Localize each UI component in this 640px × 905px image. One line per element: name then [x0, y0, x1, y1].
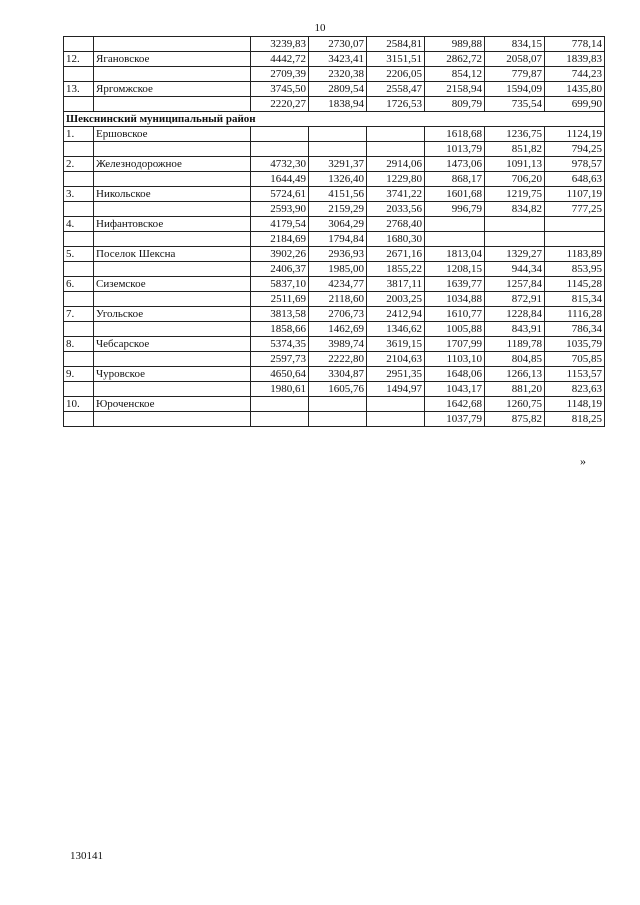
value-cell: 1145,28 [545, 277, 605, 292]
closing-quote-mark: » [580, 454, 586, 468]
value-cell: 843,91 [485, 322, 545, 337]
row-index [64, 352, 94, 367]
value-cell: 1260,75 [485, 397, 545, 412]
value-cell: 2118,60 [309, 292, 367, 307]
value-cell: 706,20 [485, 172, 545, 187]
value-cell: 1236,75 [485, 127, 545, 142]
document-code: 130141 [70, 850, 103, 862]
value-cell: 1858,66 [251, 322, 309, 337]
value-cell: 1648,06 [425, 367, 485, 382]
settlement-name: Никольское [94, 187, 251, 202]
settlement-name: Чебсарское [94, 337, 251, 352]
value-cell: 2104,63 [367, 352, 425, 367]
value-cell: 1005,88 [425, 322, 485, 337]
value-cell: 978,57 [545, 157, 605, 172]
value-cell: 1107,19 [545, 187, 605, 202]
table-row [64, 262, 605, 277]
table-row [64, 142, 605, 157]
value-cell: 2511,69 [251, 292, 309, 307]
value-cell: 2406,37 [251, 262, 309, 277]
value-cell: 1208,15 [425, 262, 485, 277]
table-row [64, 217, 605, 232]
value-cell: 2158,94 [425, 82, 485, 97]
value-cell: 705,85 [545, 352, 605, 367]
value-cell: 1473,06 [425, 157, 485, 172]
row-index: 12. [64, 52, 94, 67]
value-cell [309, 127, 367, 142]
value-cell: 1601,68 [425, 187, 485, 202]
table-row [64, 337, 605, 352]
value-cell: 2412,94 [367, 307, 425, 322]
value-cell: 853,95 [545, 262, 605, 277]
value-cell: 1639,77 [425, 277, 485, 292]
table-row [64, 187, 605, 202]
value-cell: 872,91 [485, 292, 545, 307]
value-cell: 744,23 [545, 67, 605, 82]
row-index: 3. [64, 187, 94, 202]
settlement-name: Угольское [94, 307, 251, 322]
settlement-name [94, 412, 251, 427]
settlement-name [94, 382, 251, 397]
value-cell: 1037,79 [425, 412, 485, 427]
value-cell [251, 397, 309, 412]
table-row [64, 232, 605, 247]
value-cell: 3239,83 [251, 37, 309, 52]
row-index [64, 202, 94, 217]
table-row [64, 367, 605, 382]
value-cell: 1153,57 [545, 367, 605, 382]
settlement-name: Нифантовское [94, 217, 251, 232]
settlement-name [94, 97, 251, 112]
value-cell: 2709,39 [251, 67, 309, 82]
page-number: 10 [314, 22, 326, 34]
row-index [64, 97, 94, 112]
value-cell [485, 217, 545, 232]
value-cell [309, 412, 367, 427]
value-cell: 1013,79 [425, 142, 485, 157]
settlement-name [94, 292, 251, 307]
table-row [64, 82, 605, 97]
value-cell: 1680,30 [367, 232, 425, 247]
value-cell: 3619,15 [367, 337, 425, 352]
table-row [64, 397, 605, 412]
value-cell: 1985,00 [309, 262, 367, 277]
value-cell: 1219,75 [485, 187, 545, 202]
value-cell: 648,63 [545, 172, 605, 187]
value-cell: 2222,80 [309, 352, 367, 367]
value-cell: 1605,76 [309, 382, 367, 397]
value-cell: 1266,13 [485, 367, 545, 382]
value-cell: 944,34 [485, 262, 545, 277]
row-index: 5. [64, 247, 94, 262]
section-header-row [64, 112, 605, 127]
value-cell: 3064,29 [309, 217, 367, 232]
value-cell: 1494,97 [367, 382, 425, 397]
settlement-name [94, 352, 251, 367]
value-cell: 823,63 [545, 382, 605, 397]
value-cell: 1148,19 [545, 397, 605, 412]
section-title: Шекснинский муниципальный район [64, 112, 605, 127]
value-cell: 1034,88 [425, 292, 485, 307]
value-cell: 2159,29 [309, 202, 367, 217]
value-cell: 1257,84 [485, 277, 545, 292]
table-body [64, 37, 605, 427]
row-index [64, 232, 94, 247]
value-cell: 786,34 [545, 322, 605, 337]
value-cell [367, 127, 425, 142]
row-index [64, 322, 94, 337]
value-cell [367, 412, 425, 427]
row-index: 2. [64, 157, 94, 172]
row-index: 9. [64, 367, 94, 382]
settlement-name: Поселок Шексна [94, 247, 251, 262]
value-cell: 1642,68 [425, 397, 485, 412]
value-cell: 2730,07 [309, 37, 367, 52]
value-cell: 1329,27 [485, 247, 545, 262]
row-index: 6. [64, 277, 94, 292]
value-cell: 1346,62 [367, 322, 425, 337]
value-cell: 868,17 [425, 172, 485, 187]
row-index: 1. [64, 127, 94, 142]
row-index [64, 262, 94, 277]
value-cell: 1116,28 [545, 307, 605, 322]
settlement-name: Чуровское [94, 367, 251, 382]
table-row [64, 307, 605, 322]
table-row [64, 67, 605, 82]
value-cell: 4732,30 [251, 157, 309, 172]
value-cell: 1838,94 [309, 97, 367, 112]
value-cell: 2706,73 [309, 307, 367, 322]
value-cell: 1124,19 [545, 127, 605, 142]
value-cell: 2058,07 [485, 52, 545, 67]
value-cell: 1594,09 [485, 82, 545, 97]
value-cell: 779,87 [485, 67, 545, 82]
value-cell: 3813,58 [251, 307, 309, 322]
value-cell: 3902,26 [251, 247, 309, 262]
value-cell: 2206,05 [367, 67, 425, 82]
table-row [64, 97, 605, 112]
value-cell: 1855,22 [367, 262, 425, 277]
value-cell: 2862,72 [425, 52, 485, 67]
value-cell: 1326,40 [309, 172, 367, 187]
settlement-name [94, 232, 251, 247]
value-cell: 2584,81 [367, 37, 425, 52]
value-cell: 1980,61 [251, 382, 309, 397]
settlement-name: Ершовское [94, 127, 251, 142]
value-cell: 854,12 [425, 67, 485, 82]
value-cell: 735,54 [485, 97, 545, 112]
value-cell: 777,25 [545, 202, 605, 217]
row-index [64, 142, 94, 157]
value-cell: 3423,41 [309, 52, 367, 67]
value-cell: 2936,93 [309, 247, 367, 262]
table-row [64, 127, 605, 142]
settlement-name: Железнодорожное [94, 157, 251, 172]
value-cell: 1794,84 [309, 232, 367, 247]
value-cell: 2558,47 [367, 82, 425, 97]
value-cell: 2951,35 [367, 367, 425, 382]
value-cell: 1183,89 [545, 247, 605, 262]
value-cell: 1726,53 [367, 97, 425, 112]
row-index: 7. [64, 307, 94, 322]
table-row [64, 247, 605, 262]
settlement-name: Сиземское [94, 277, 251, 292]
value-cell [485, 232, 545, 247]
value-cell [545, 217, 605, 232]
settlement-name [94, 142, 251, 157]
value-cell: 1229,80 [367, 172, 425, 187]
settlement-name: Яргомжское [94, 82, 251, 97]
row-index [64, 37, 94, 52]
settlement-name [94, 37, 251, 52]
value-cell: 2320,38 [309, 67, 367, 82]
value-cell: 1435,80 [545, 82, 605, 97]
value-cell: 3745,50 [251, 82, 309, 97]
value-cell: 2003,25 [367, 292, 425, 307]
value-cell: 4179,54 [251, 217, 309, 232]
value-cell: 1189,78 [485, 337, 545, 352]
value-cell: 794,25 [545, 142, 605, 157]
value-cell: 851,82 [485, 142, 545, 157]
value-cell: 875,82 [485, 412, 545, 427]
value-cell: 5724,61 [251, 187, 309, 202]
tariff-table [63, 36, 605, 427]
table-row [64, 277, 605, 292]
value-cell: 834,15 [485, 37, 545, 52]
value-cell: 4650,64 [251, 367, 309, 382]
table-row [64, 202, 605, 217]
value-cell [251, 142, 309, 157]
table-row [64, 352, 605, 367]
settlement-name [94, 172, 251, 187]
value-cell: 4442,72 [251, 52, 309, 67]
table-row [64, 172, 605, 187]
row-index: 4. [64, 217, 94, 232]
value-cell: 778,14 [545, 37, 605, 52]
value-cell: 989,88 [425, 37, 485, 52]
value-cell: 2809,54 [309, 82, 367, 97]
value-cell: 1091,13 [485, 157, 545, 172]
value-cell: 1644,49 [251, 172, 309, 187]
value-cell: 1813,04 [425, 247, 485, 262]
value-cell [425, 232, 485, 247]
value-cell: 2671,16 [367, 247, 425, 262]
value-cell [251, 412, 309, 427]
value-cell: 5837,10 [251, 277, 309, 292]
value-cell: 1228,84 [485, 307, 545, 322]
value-cell: 2593,90 [251, 202, 309, 217]
value-cell: 3304,87 [309, 367, 367, 382]
settlement-name: Юроченское [94, 397, 251, 412]
value-cell: 4234,77 [309, 277, 367, 292]
settlement-name: Ягановское [94, 52, 251, 67]
value-cell [309, 397, 367, 412]
row-index [64, 412, 94, 427]
row-index [64, 67, 94, 82]
value-cell: 4151,56 [309, 187, 367, 202]
value-cell: 804,85 [485, 352, 545, 367]
value-cell [545, 232, 605, 247]
value-cell: 1043,17 [425, 382, 485, 397]
value-cell: 1707,99 [425, 337, 485, 352]
value-cell [367, 142, 425, 157]
value-cell: 1035,79 [545, 337, 605, 352]
value-cell: 2914,06 [367, 157, 425, 172]
value-cell: 3817,11 [367, 277, 425, 292]
value-cell: 881,20 [485, 382, 545, 397]
value-cell: 3291,37 [309, 157, 367, 172]
value-cell: 2184,69 [251, 232, 309, 247]
value-cell: 809,79 [425, 97, 485, 112]
table-row [64, 292, 605, 307]
settlement-name [94, 322, 251, 337]
settlement-name [94, 67, 251, 82]
row-index: 8. [64, 337, 94, 352]
value-cell [425, 217, 485, 232]
row-index [64, 172, 94, 187]
value-cell: 815,34 [545, 292, 605, 307]
table-row [64, 52, 605, 67]
row-index [64, 292, 94, 307]
settlement-name [94, 262, 251, 277]
settlement-name [94, 202, 251, 217]
value-cell: 1103,10 [425, 352, 485, 367]
table-row [64, 382, 605, 397]
value-cell [367, 397, 425, 412]
value-cell: 2033,56 [367, 202, 425, 217]
value-cell: 2220,27 [251, 97, 309, 112]
value-cell: 1618,68 [425, 127, 485, 142]
value-cell: 3989,74 [309, 337, 367, 352]
row-index [64, 382, 94, 397]
value-cell [251, 127, 309, 142]
value-cell: 1462,69 [309, 322, 367, 337]
value-cell: 699,90 [545, 97, 605, 112]
value-cell [309, 142, 367, 157]
value-cell: 3741,22 [367, 187, 425, 202]
row-index: 10. [64, 397, 94, 412]
table-row [64, 157, 605, 172]
table-row [64, 412, 605, 427]
value-cell: 2597,73 [251, 352, 309, 367]
value-cell: 3151,51 [367, 52, 425, 67]
table-row [64, 37, 605, 52]
value-cell: 818,25 [545, 412, 605, 427]
row-index: 13. [64, 82, 94, 97]
value-cell: 2768,40 [367, 217, 425, 232]
value-cell: 996,79 [425, 202, 485, 217]
value-cell: 1610,77 [425, 307, 485, 322]
table-row [64, 322, 605, 337]
value-cell: 5374,35 [251, 337, 309, 352]
value-cell: 1839,83 [545, 52, 605, 67]
value-cell: 834,82 [485, 202, 545, 217]
